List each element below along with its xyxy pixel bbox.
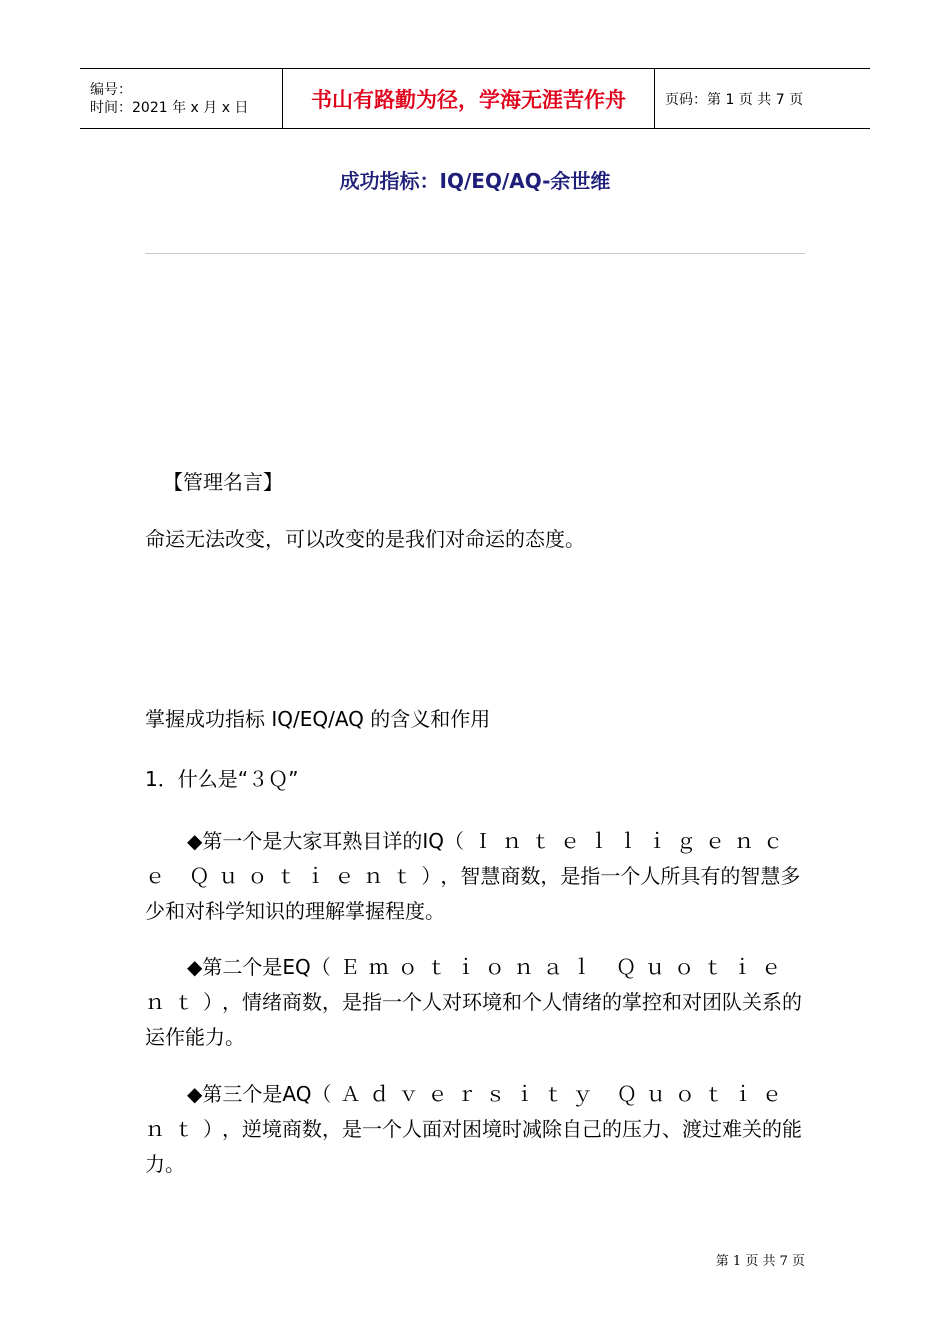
time-label: 时间：2021 年 x 月 x 日 [90, 99, 249, 116]
eq-paragraph [145, 950, 805, 1055]
iq-paragraph [145, 824, 805, 929]
aq-abbr: AQ [282, 1082, 312, 1106]
page-footer: 第 1 页 共 7 页 [715, 1254, 805, 1269]
iq-desc: ，智慧商数，是指一个人所具有的智慧多少和对科学知识的理解掌握程度。 [145, 864, 801, 923]
aq-lead: ◆第三个是 [187, 1082, 283, 1106]
eq-desc: ，情绪商数，是指一个人对环境和个人情绪的掌控和对团队关系的运作能力。 [145, 990, 802, 1049]
quote-text: 命运无法改变，可以改变的是我们对命运的态度。 [145, 527, 585, 551]
aq-english: （Ａｄｖｅｒｓｉｔｙ Ｑｕｏｔｉｅｎｔ） [145, 1082, 791, 1141]
header-motto: 书山有路勤为径，学海无涯苦作舟 [282, 69, 655, 128]
title-divider [145, 253, 805, 254]
iq-english: （Ｉｎｔｅｌｌｉｇｅｎｃｅ Ｑｕｏｔｉｅｎｔ） [145, 829, 793, 888]
aq-paragraph [145, 1077, 805, 1182]
iq-lead: ◆第一个是大家耳熟目详的 [187, 829, 423, 853]
iq-abbr: IQ [422, 829, 445, 853]
item1-heading: 1．什么是“３Ｑ” [145, 767, 299, 791]
document-header [80, 68, 870, 129]
document-title: 成功指标：IQ/EQ/AQ-余世维 [339, 169, 611, 193]
section-intro: 掌握成功指标 IQ/EQ/AQ 的含义和作用 [145, 707, 491, 731]
eq-lead: ◆第二个是 [187, 955, 283, 979]
header-meta [80, 69, 282, 128]
number-label: 编号： [90, 81, 132, 98]
aq-desc: ，逆境商数，是一个人面对困境时减除自己的压力、渡过难关的能力。 [145, 1117, 802, 1176]
header-page-label: 页码：第 1 页 共 7 页 [665, 91, 804, 108]
quote-heading: 【管理名言】 [163, 470, 283, 494]
eq-english: （Ｅｍｏｔｉｏｎａｌ Ｑｕｏｔｉｅｎｔ） [145, 955, 791, 1014]
eq-abbr: EQ [282, 955, 311, 979]
